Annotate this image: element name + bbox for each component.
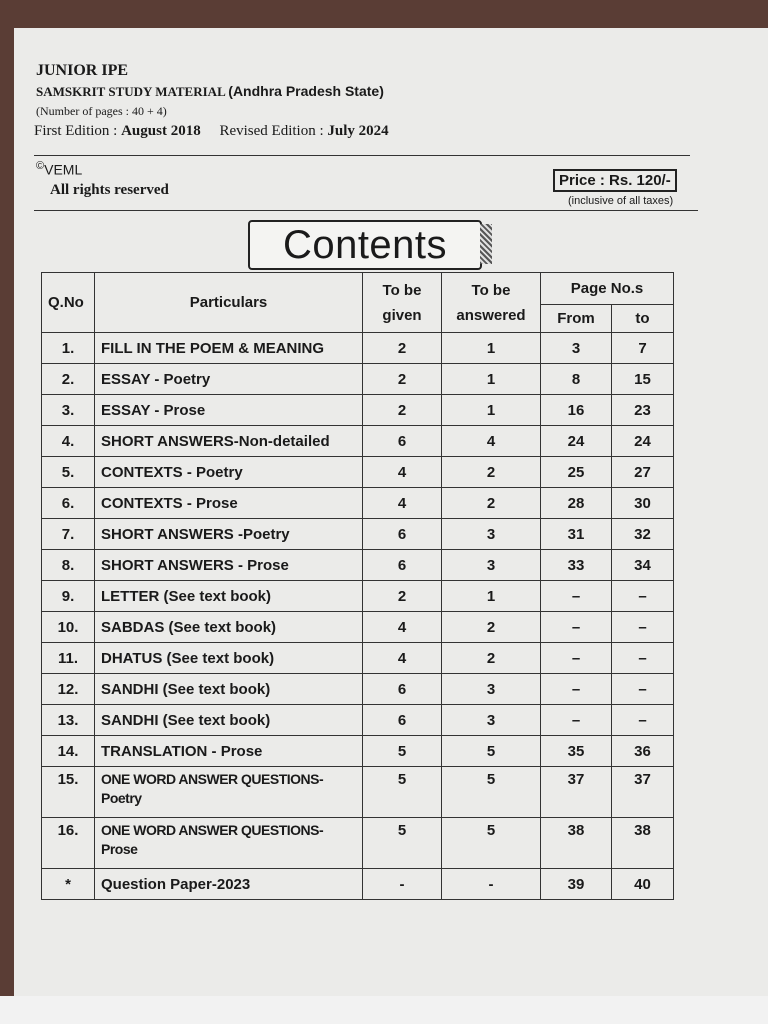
- qno-cell: 10.: [42, 612, 95, 643]
- particulars-cell: DHATUS (See text book): [95, 643, 363, 674]
- page-count: (Number of pages : 40 + 4): [36, 104, 167, 118]
- qno-cell: 2.: [42, 364, 95, 395]
- table-row: [42, 395, 674, 426]
- answered-cell: 4: [442, 426, 541, 457]
- answered-cell: 1: [442, 395, 541, 426]
- answered-cell: 5: [442, 736, 541, 767]
- to-cell: –: [612, 643, 674, 674]
- to-cell: –: [612, 581, 674, 612]
- qno-cell: 1.: [42, 333, 95, 364]
- from-cell: 3: [541, 333, 612, 364]
- copyright-line: [36, 160, 82, 178]
- table-row: [42, 767, 674, 818]
- answered-cell: 2: [442, 488, 541, 519]
- first-edition-value: August 2018: [121, 123, 201, 139]
- copyright-icon: ©: [36, 160, 45, 172]
- particulars-line: ONE WORD ANSWER QUESTIONS-: [101, 771, 324, 787]
- divider: [34, 155, 690, 156]
- particulars-cell: FILL IN THE POEM & MEANING: [95, 333, 363, 364]
- contents-table: [41, 272, 674, 900]
- answered-cell: 1: [442, 333, 541, 364]
- subtitle-state: (Andhra Pradesh State): [228, 83, 384, 99]
- table-row: [42, 643, 674, 674]
- table-row: [42, 674, 674, 705]
- table-row: [42, 581, 674, 612]
- header-qno: Q.No: [42, 273, 95, 333]
- from-cell: 35: [541, 736, 612, 767]
- particulars-cell: SHORT ANSWERS -Poetry: [95, 519, 363, 550]
- from-cell: 31: [541, 519, 612, 550]
- qno-cell: 9.: [42, 581, 95, 612]
- particulars-cell: ESSAY - Poetry: [95, 364, 363, 395]
- from-cell: –: [541, 674, 612, 705]
- price-note: (inclusive of all taxes): [568, 195, 674, 207]
- revised-edition-value: July 2024: [327, 123, 389, 139]
- given-cell: 6: [363, 705, 442, 736]
- given-cell: 4: [363, 643, 442, 674]
- background-surface: [0, 996, 768, 1024]
- subtitle-main: SAMSKRIT STUDY MATERIAL: [36, 84, 226, 99]
- to-cell: 30: [612, 488, 674, 519]
- given-cell: 4: [363, 488, 442, 519]
- header-from: From: [541, 305, 612, 333]
- given-cell: 2: [363, 395, 442, 426]
- from-cell: 8: [541, 364, 612, 395]
- from-cell: 38: [541, 818, 612, 869]
- answered-cell: -: [442, 869, 541, 900]
- given-cell: 4: [363, 612, 442, 643]
- to-cell: 32: [612, 519, 674, 550]
- particulars-line: ONE WORD ANSWER QUESTIONS-: [101, 822, 324, 838]
- header-to-be-given: [363, 273, 442, 333]
- particulars-cell: SABDAS (See text book): [95, 612, 363, 643]
- from-cell: 37: [541, 767, 612, 818]
- from-cell: –: [541, 643, 612, 674]
- qno-cell: 15.: [42, 767, 95, 818]
- table-row: [42, 818, 674, 869]
- table-row: [42, 364, 674, 395]
- qno-cell: 6.: [42, 488, 95, 519]
- to-cell: 15: [612, 364, 674, 395]
- answered-cell: 3: [442, 519, 541, 550]
- qno-cell: 7.: [42, 519, 95, 550]
- particulars-cell: Question Paper-2023: [95, 869, 363, 900]
- qno-cell: 4.: [42, 426, 95, 457]
- header-to-be-answered: [442, 273, 541, 333]
- to-cell: 40: [612, 869, 674, 900]
- header-page-nos: Page No.s: [541, 273, 674, 305]
- document-subtitle: [36, 83, 384, 100]
- answered-cell: 5: [442, 767, 541, 818]
- header-given-line: given: [382, 306, 422, 324]
- particulars-cell: SHORT ANSWERS-Non-detailed: [95, 426, 363, 457]
- particulars-cell: SHORT ANSWERS - Prose: [95, 550, 363, 581]
- from-cell: 39: [541, 869, 612, 900]
- answered-cell: 3: [442, 550, 541, 581]
- particulars-line: Prose: [101, 841, 138, 857]
- given-cell: 6: [363, 426, 442, 457]
- answered-cell: 1: [442, 364, 541, 395]
- qno-cell: 5.: [42, 457, 95, 488]
- table-row: [42, 519, 674, 550]
- to-cell: 37: [612, 767, 674, 818]
- from-cell: 33: [541, 550, 612, 581]
- particulars-cell: TRANSLATION - Prose: [95, 736, 363, 767]
- copyright-holder: VEML: [44, 161, 83, 178]
- given-cell: 2: [363, 333, 442, 364]
- to-cell: 7: [612, 333, 674, 364]
- table-row: [42, 612, 674, 643]
- given-cell: 5: [363, 767, 442, 818]
- to-cell: 27: [612, 457, 674, 488]
- to-cell: –: [612, 674, 674, 705]
- particulars-cell: CONTEXTS - Prose: [95, 488, 363, 519]
- table-row: [42, 869, 674, 900]
- to-cell: –: [612, 705, 674, 736]
- document-page: [14, 28, 768, 996]
- particulars-cell: LETTER (See text book): [95, 581, 363, 612]
- answered-cell: 2: [442, 643, 541, 674]
- header-given-line: To be: [382, 281, 422, 299]
- header-answered-line: answered: [456, 306, 526, 324]
- document-title: JUNIOR IPE: [36, 62, 129, 79]
- particulars-line: Poetry: [101, 790, 142, 806]
- particulars-cell: SANDHI (See text book): [95, 705, 363, 736]
- from-cell: 25: [541, 457, 612, 488]
- qno-cell: 13.: [42, 705, 95, 736]
- given-cell: 6: [363, 550, 442, 581]
- table-row: [42, 488, 674, 519]
- given-cell: 6: [363, 519, 442, 550]
- to-cell: 23: [612, 395, 674, 426]
- from-cell: –: [541, 581, 612, 612]
- table-row: [42, 333, 674, 364]
- from-cell: 16: [541, 395, 612, 426]
- table-row: [42, 736, 674, 767]
- edition-line: [34, 123, 389, 140]
- table-row: [42, 457, 674, 488]
- to-cell: 34: [612, 550, 674, 581]
- answered-cell: 2: [442, 457, 541, 488]
- to-cell: 36: [612, 736, 674, 767]
- given-cell: 5: [363, 736, 442, 767]
- given-cell: 2: [363, 581, 442, 612]
- given-cell: 2: [363, 364, 442, 395]
- header-to: to: [612, 305, 674, 333]
- to-cell: 38: [612, 818, 674, 869]
- to-cell: 24: [612, 426, 674, 457]
- particulars-cell: [95, 818, 363, 869]
- from-cell: 28: [541, 488, 612, 519]
- answered-cell: 3: [442, 674, 541, 705]
- given-cell: -: [363, 869, 442, 900]
- table-row: [42, 550, 674, 581]
- qno-cell: 8.: [42, 550, 95, 581]
- qno-cell: 12.: [42, 674, 95, 705]
- table-row: [42, 705, 674, 736]
- divider: [34, 210, 698, 211]
- from-cell: –: [541, 612, 612, 643]
- answered-cell: 1: [442, 581, 541, 612]
- answered-cell: 3: [442, 705, 541, 736]
- rights-reserved: All rights reserved: [50, 182, 169, 198]
- given-cell: 6: [363, 674, 442, 705]
- contents-title: Contents: [248, 220, 482, 270]
- answered-cell: 2: [442, 612, 541, 643]
- given-cell: 5: [363, 818, 442, 869]
- qno-cell: *: [42, 869, 95, 900]
- to-cell: –: [612, 612, 674, 643]
- table-row: [42, 426, 674, 457]
- from-cell: 24: [541, 426, 612, 457]
- particulars-cell: ESSAY - Prose: [95, 395, 363, 426]
- first-edition-label: First Edition :: [34, 123, 118, 139]
- header-answered-line: To be: [471, 281, 511, 299]
- particulars-cell: SANDHI (See text book): [95, 674, 363, 705]
- qno-cell: 3.: [42, 395, 95, 426]
- given-cell: 4: [363, 457, 442, 488]
- header-particulars: Particulars: [95, 273, 363, 333]
- qno-cell: 16.: [42, 818, 95, 869]
- particulars-cell: [95, 767, 363, 818]
- from-cell: –: [541, 705, 612, 736]
- particulars-cell: CONTEXTS - Poetry: [95, 457, 363, 488]
- qno-cell: 14.: [42, 736, 95, 767]
- price-label: Price : Rs. 120/-: [553, 169, 677, 192]
- qno-cell: 11.: [42, 643, 95, 674]
- answered-cell: 5: [442, 818, 541, 869]
- revised-edition-label: Revised Edition :: [219, 123, 324, 139]
